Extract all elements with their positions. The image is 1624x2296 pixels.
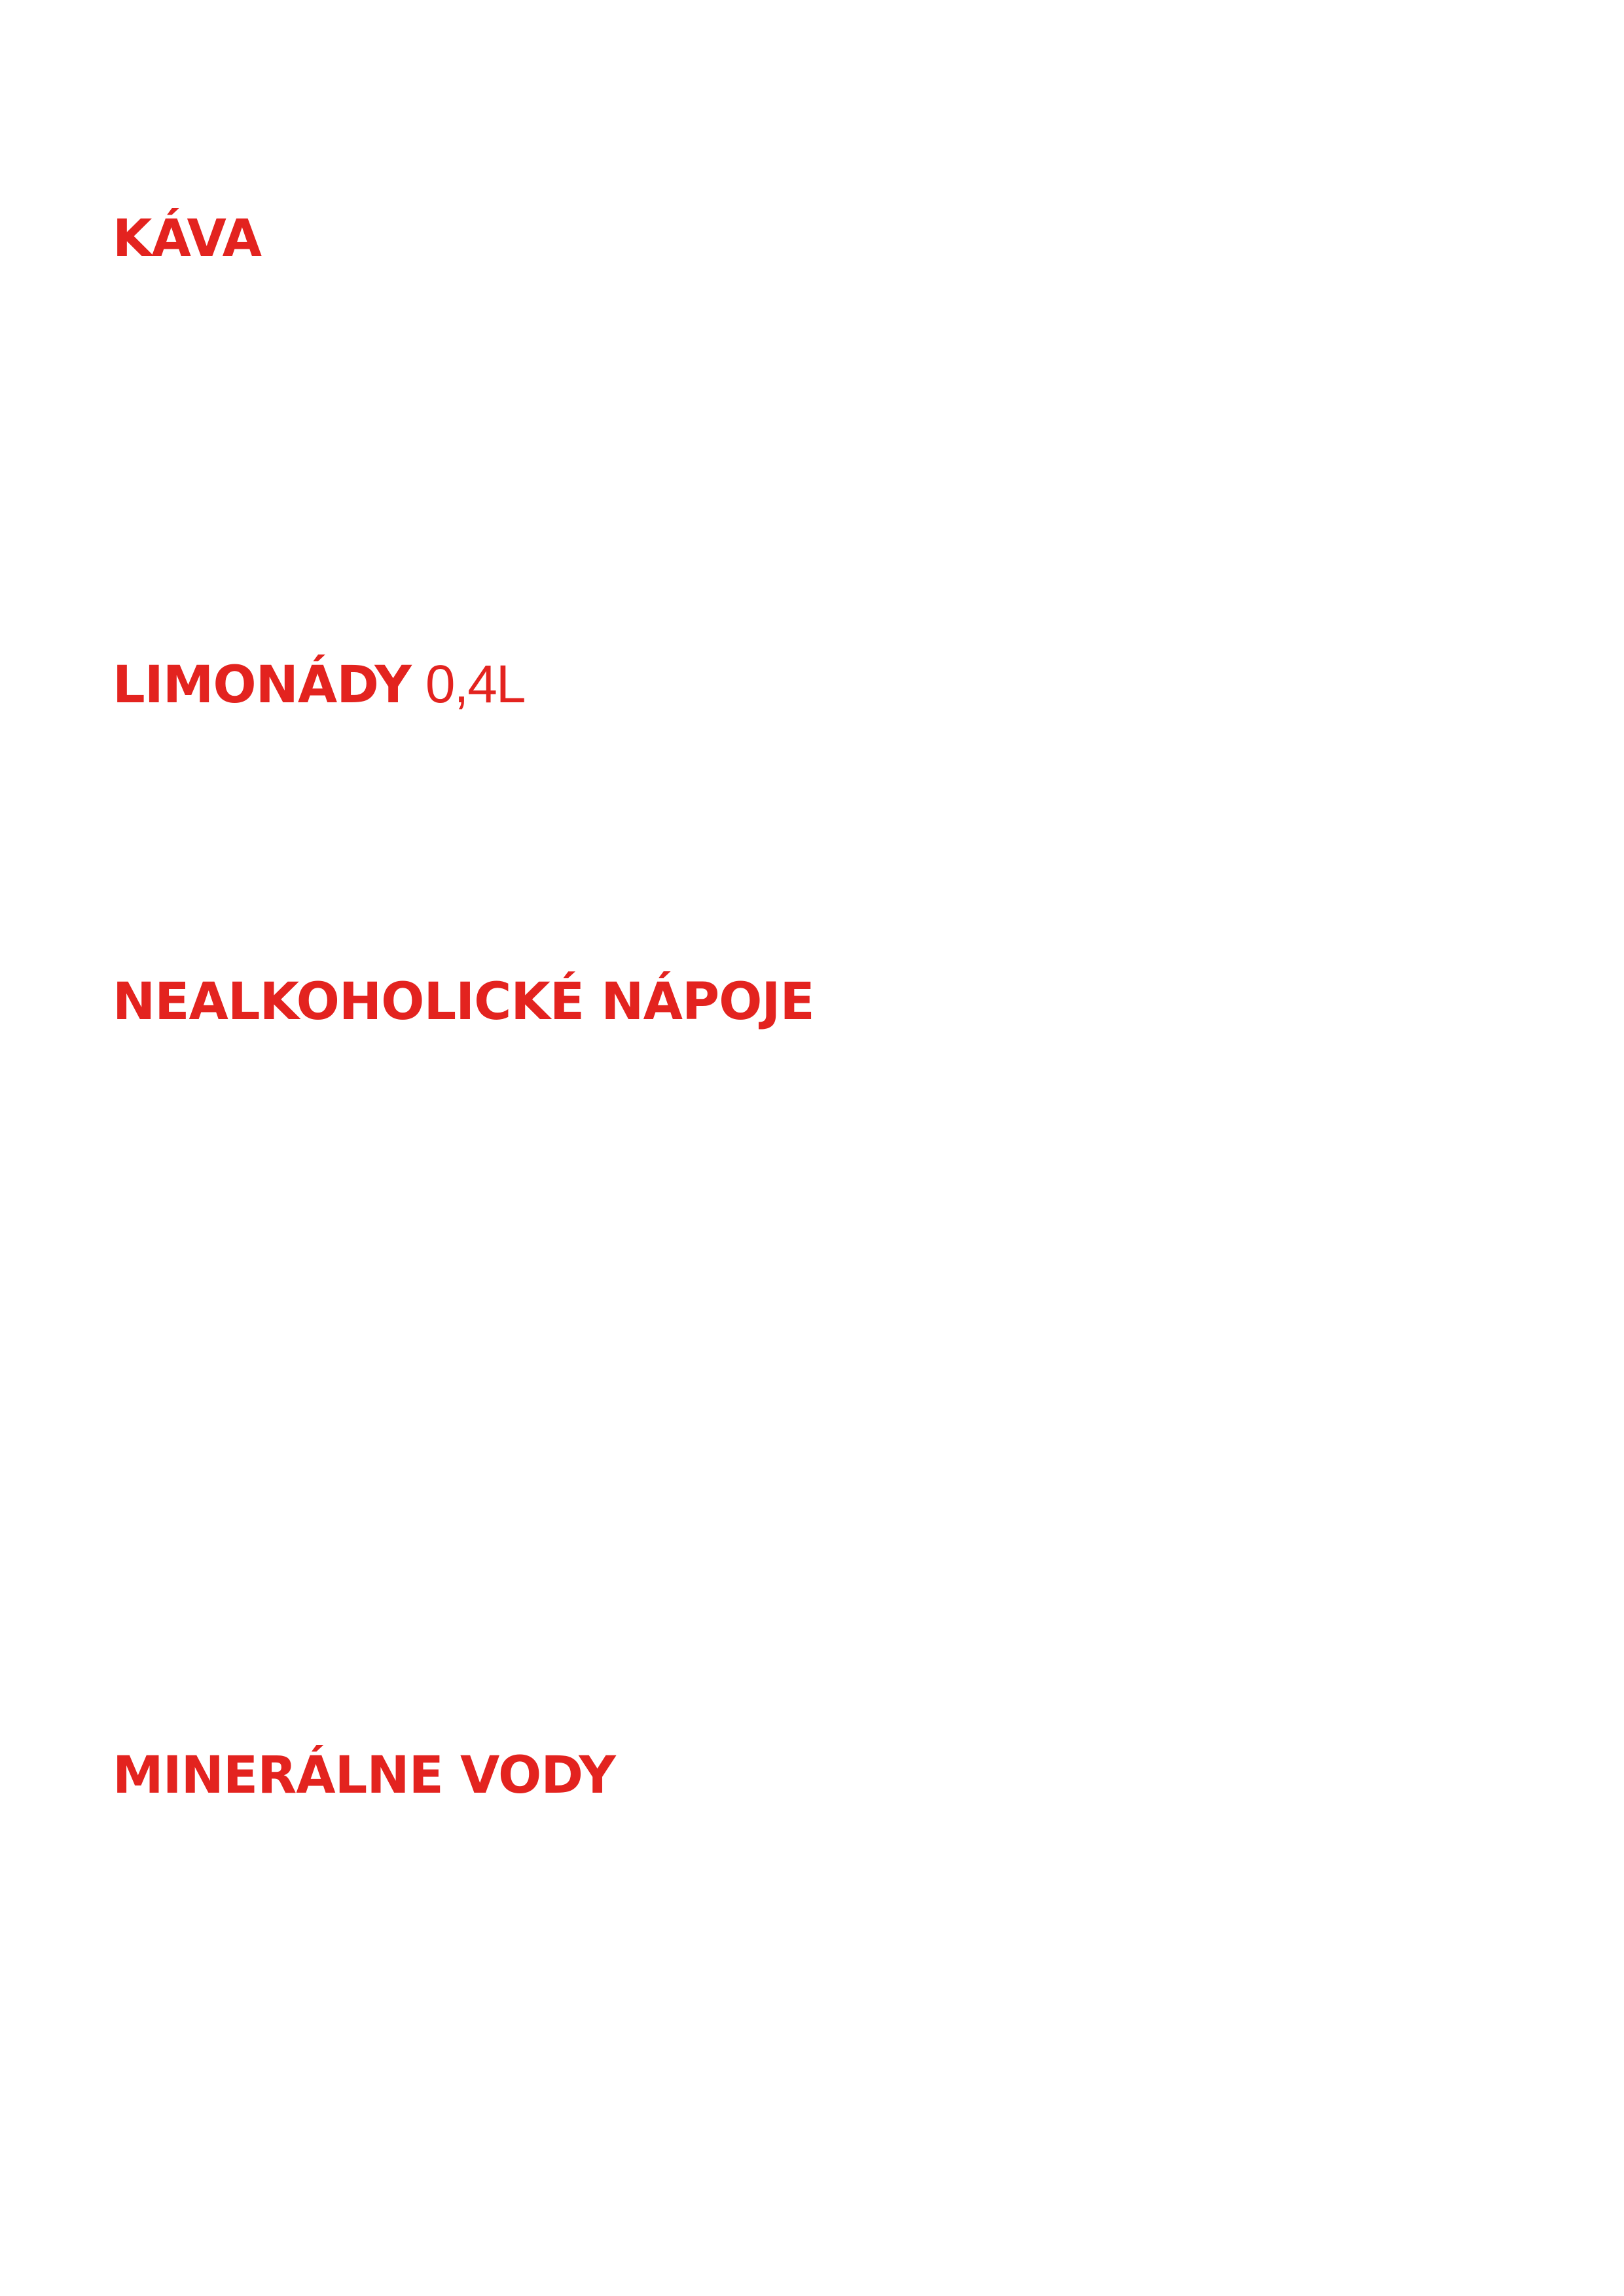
section-title-nealkoholicke-napoje-text: NEALKOHOLICKÉ NÁPOJE [113, 973, 814, 1031]
section-title-limonady [113, 655, 525, 715]
section-title-mineralne-vody-text: MINERÁLNE VODY [113, 1746, 615, 1805]
section-title-kava [113, 209, 261, 268]
section-title-mineralne-vody [113, 1746, 615, 1805]
section-title-nealkoholicke-napoje [113, 973, 814, 1031]
section-volume-limonady: 0,4L [425, 655, 525, 714]
section-title-kava-text: KÁVA [113, 209, 261, 268]
section-title-limonady-text: LIMONÁDY [113, 656, 411, 715]
